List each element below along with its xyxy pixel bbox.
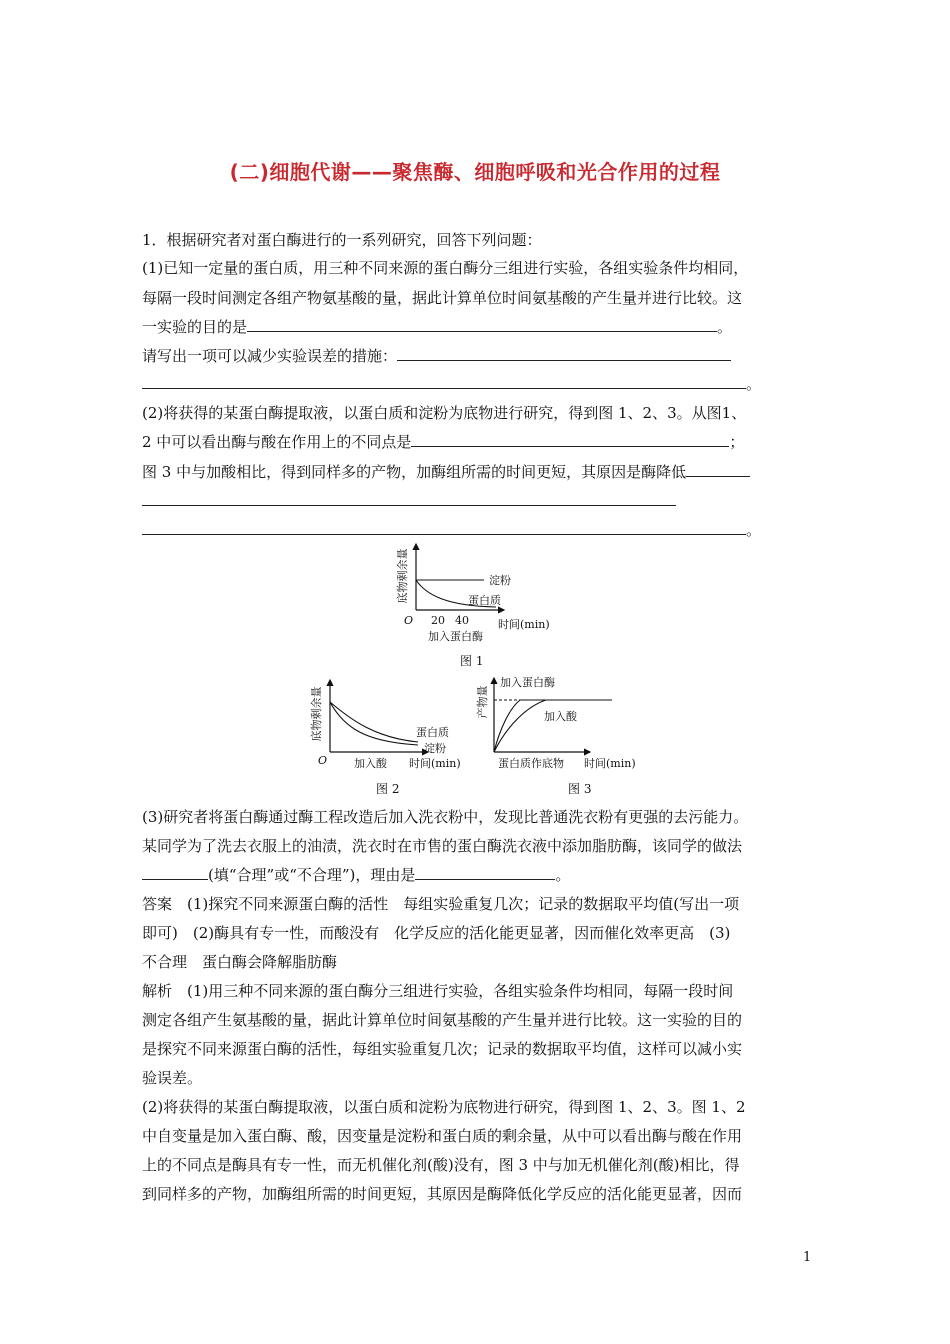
q1-part1-line: 请写出一项可以减少实验误差的措施： [142,346,731,366]
analysis-line: 到同样多的产物，加酶组所需的时间更短，其原因是酶降低化学反应的活化能更显著，因而 [142,1185,743,1203]
q1-part1-line: (1)已知一定量的蛋白质，用三种不同来源的蛋白酶分三组进行实验，各组实验条件均相同， [142,259,749,277]
figure-3 [476,672,648,776]
analysis-line: 是探究不同来源蛋白酶的活性，每组实验重复几次；记录的数据取平均值，这样可以减小实 [142,1040,743,1058]
answer-line: 不合理 蛋白酶会降解脂肪酶 [142,953,338,971]
fig2-note: 加入酸 [354,757,387,770]
fig3-acid-curve [494,700,546,752]
fig3-enzyme-label: 加入蛋白酶 [500,676,555,689]
answer-blank[interactable] [415,865,555,880]
q1-part1-line: 一实验的目的是 。 [142,318,733,336]
fig1-y-label: 底物剩余量 [396,548,409,604]
fig1-origin: O [404,614,414,627]
answer-line: 答案 (1)探究不同来源蛋白酶的活性 每组实验重复几次；记录的数据取平均值(写出一项 [142,895,740,913]
answer-blank[interactable] [142,865,208,880]
fig3-x-label: 时间(min) [584,757,636,770]
q1-part1-line: 每隔一段时间测定各组产物氨基酸的量，据此计算单位时间氨基酸的产生量并进行比较。这 [142,289,743,307]
fig1-x-label: 时间(min) [498,618,550,631]
fig1-note: 加入蛋白酶 [428,630,483,643]
fig2-x-label: 时间(min) [409,757,461,770]
fig3-y-label: 产物量 [476,685,489,719]
q1-part2-line [142,491,676,511]
analysis-line: 解析 (1)用三种不同来源的蛋白酶分三组进行实验，各组实验条件均相同，每隔一段时间 [142,982,734,1000]
page-title: (二)细胞代谢——聚焦酶、细胞呼吸和光合作用的过程 [229,160,721,184]
fig2-origin: O [318,754,328,767]
answer-blank[interactable] [142,520,746,535]
answer-blank[interactable] [686,462,750,477]
fig3-caption: 图 3 [568,782,592,796]
q1-part2-line: 2 中可以看出酶与酸在作用上的不同点是 ； [142,433,745,451]
q1-part2-line: (2)将获得的某蛋白酶提取液，以蛋白质和淀粉为底物进行研究，得到图 1、2、3。从图1、 [142,404,747,422]
fig2-y-label: 底物剩余量 [310,686,323,742]
page-number: 1 [803,1250,812,1265]
fig2-caption: 图 2 [376,782,400,796]
q1-part1-line: 。 [142,374,761,394]
analysis-line: 测定各组产生氨基酸的量，据此计算单位时间氨基酸的产生量并进行比较。这一实验的目的 [142,1011,743,1029]
analysis-line: 中自变量是加入蛋白酶、酸，因变量是淀粉和蛋白质的剩余量，从中可以看出酶与酸在作用 [142,1127,743,1145]
fig1-protein-label: 蛋白质 [468,594,501,607]
q1-part2-line: 。 [142,520,761,540]
fig2-starch-curve [330,702,418,745]
fig2-protein-curve [330,702,418,742]
answer-blank[interactable] [142,374,746,389]
answer-blank[interactable] [247,317,717,332]
q1-part2-line: 图 3 中与加酸相比，得到同样多的产物，加酶组所需的时间更短，其原因是酶降低 [142,462,750,482]
answer-line: 即可) (2)酶具有专一性，而酸没有 化学反应的活化能更显著，因而催化效率更高 (3) [142,924,731,942]
fig1-caption: 图 1 [460,654,484,668]
analysis-line: 验误差。 [142,1069,203,1087]
q1-part3-line: (3)研究者将蛋白酶通过酶工程改造后加入洗衣粉中，发现比普通洗衣粉有更强的去污能力。 [142,808,749,826]
q1-part3-line: (填“合理”或“不合理”)，理由是 。 [142,865,570,885]
analysis-line: (2)将获得的某蛋白酶提取液，以蛋白质和淀粉为底物进行研究，得到图 1、2、3。图 1、2 [142,1098,746,1116]
fig1-starch-label: 淀粉 [489,574,511,587]
figure-2 [306,676,476,776]
fig3-note: 蛋白质作底物 [498,757,564,770]
fig3-acid-label: 加入酸 [544,710,577,723]
fig2-starch-label: 淀粉 [424,742,446,755]
answer-blank[interactable] [397,346,731,361]
figure-1 [392,540,564,646]
question-intro: 1．根据研究者对蛋白酶进行的一系列研究，回答下列问题： [142,231,542,249]
answer-blank[interactable] [142,491,676,506]
fig1-tick-40: 40 [455,614,469,627]
analysis-line: 上的不同点是酶具有专一性，而无机催化剂(酸)没有，图 3 中与加无机催化剂(酸)相比，得 [142,1156,740,1174]
q1-part3-line: 某同学为了洗去衣服上的油渍，洗衣时在市售的蛋白酶洗衣液中添加脂肪酶，该同学的做法 [142,837,743,855]
fig1-tick-20: 20 [431,614,445,627]
answer-blank[interactable] [411,432,729,447]
fig2-protein-label: 蛋白质 [416,726,449,739]
fig3-enzyme-curve [494,700,612,752]
